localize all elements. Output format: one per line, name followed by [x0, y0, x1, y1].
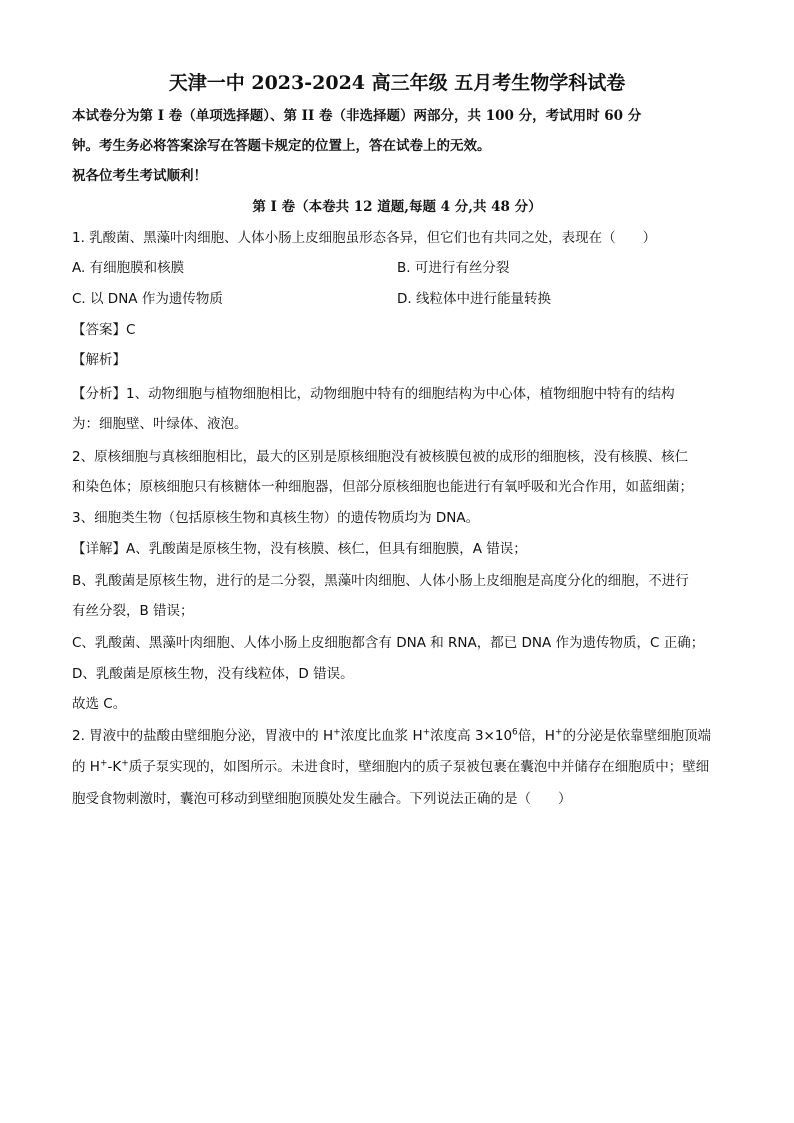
q2-superscript: 6: [512, 727, 518, 738]
intro-line-2: 钟。考生务必将答案涂写在答题卡规定的位置上，答在试卷上的无效。: [72, 138, 491, 154]
q2-text: 质子泵实现的，如图所示。未进食时，壁细胞内的质子泵被包裹在囊泡中并储存在细胞质中；壁细: [128, 759, 710, 775]
question-1-option-c: C. 以 DNA 作为遗传物质: [72, 291, 223, 307]
q2-superscript: +: [422, 727, 431, 738]
question-1-option-b: B. 可进行有丝分裂: [397, 260, 510, 276]
q2-text: 浓度比血浆 H: [340, 728, 423, 744]
question-1-answer: 【答案】C: [72, 322, 136, 338]
q2-superscript: +: [99, 758, 108, 769]
question-2-line-2: [72, 757, 732, 777]
q2-text: 浓度高 3×10: [430, 728, 513, 744]
q2-text: 的分泌是依靠壁细胞顶端: [562, 728, 711, 744]
analysis-line: 故选 C。: [72, 696, 127, 712]
analysis-line: 3、细胞类生物（包括原核生物和真核生物）的遗传物质均为 DNA。: [72, 510, 480, 526]
analysis-line: 【分析】1、动物细胞与植物细胞相比，动物细胞中特有的细胞结构为中心体，植物细胞中特有的结构: [72, 386, 675, 402]
question-1-option-d: D. 线粒体中进行能量转换: [397, 291, 551, 307]
page-title: 天津一中 2023-2024 高三年级 五月考生物学科试卷: [168, 72, 626, 94]
question-2-line-1: [72, 726, 732, 746]
analysis-line: 为：细胞壁、叶绿体、液泡。: [72, 416, 248, 432]
q2-superscript: +: [554, 727, 563, 738]
analysis-line: 2、原核细胞与真核细胞相比，最大的区别是原核细胞没有被核膜包被的成形的细胞核，没有核膜、核仁: [72, 449, 689, 465]
question-2-line-3: 胞受食物刺激时，囊泡可移动到壁细胞顶膜处发生融合。下列说法正确的是（ ）: [72, 791, 572, 807]
analysis-line: 和染色体；原核细胞只有核糖体一种细胞器，但部分原核细胞也能进行有氧呼吸和光合作用，如蓝细菌；: [72, 479, 693, 495]
analysis-line: D、乳酸菌是原核生物，没有线粒体，D 错误。: [72, 666, 354, 682]
analysis-line: 有丝分裂，B 错误；: [72, 603, 194, 619]
question-1-stem: 1. 乳酸菌、黑藻叶肉细胞、人体小肠上皮细胞虽形态各异，但它们也有共同之处，表现在（ ）: [72, 230, 657, 246]
analysis-line: 【详解】A、乳酸菌是原核生物，没有核膜、核仁，但具有细胞膜，A 错误；: [72, 541, 527, 557]
section-heading: 第 I 卷（本卷共 12 道题,每题 4 分,共 48 分）: [252, 199, 542, 215]
q2-text: 倍，H: [517, 728, 555, 744]
intro-line-1: 本试卷分为第 I 卷（单项选择题）、第 II 卷（非选择题）两部分，共 100 分，考试用时 60 分: [72, 108, 642, 124]
q2-text: 的 H: [72, 759, 100, 775]
question-1-option-a: A. 有细胞膜和核膜: [72, 260, 185, 276]
q2-superscript: +: [121, 758, 129, 769]
analysis-line: B、乳酸菌是原核生物，进行的是二分裂，黑藻叶肉细胞、人体小肠上皮细胞是高度分化的细胞，不进行: [72, 573, 689, 589]
intro-line-3: 祝各位考生考试顺利！: [72, 168, 207, 184]
analysis-line: C、乳酸菌、黑藻叶肉细胞、人体小肠上皮细胞都含有 DNA 和 RNA，都已 DNA 作为遗传物质，C 正确；: [72, 635, 705, 651]
q2-text: 2. 胃液中的盐酸由壁细胞分泌，胃液中的 H: [72, 728, 334, 744]
q2-text: -K: [107, 759, 122, 775]
question-1-analysis-label: 【解析】: [72, 352, 126, 368]
q2-superscript: +: [333, 727, 341, 738]
